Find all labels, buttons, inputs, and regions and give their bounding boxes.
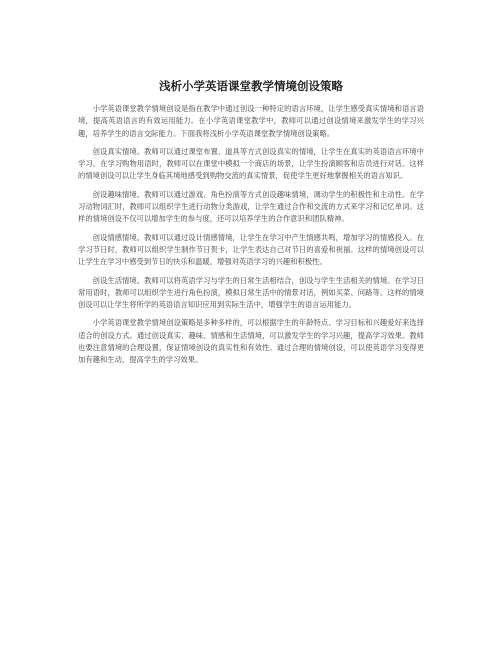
document-title: 浅析小学英语课堂教学情境创设策略 [159, 79, 343, 93]
document-body [78, 103, 424, 373]
paragraph-life-situation: 创设生活情境。教师可以将英语学习与学生的日常生活相结合，创设与学生生活相关的情境。在学习日常用语时，教师可以组织学生进行角色扮演，模拟日常生活中的情景对话，例如买菜、问路等。这样的情境创设可以让学生将所学的英语语言知识应用到实际生活中，增强学生的语言运用能力。 [78, 275, 424, 310]
paragraph-emotion-situation: 创设情感情境。教师可以通过设计情感情境，让学生在学习中产生情感共鸣，增加学习的情感投入。在学习节日时，教师可以组织学生制作节日贺卡，让学生表达自己对节日的喜爱和祝福。这样的情境创设可以让学生在学习中感受到节日的快乐和温暖，增强对英语学习的兴趣和积极性。 [78, 232, 424, 267]
paragraph-intro: 小学英语课堂教学情境创设是指在教学中通过创设一种特定的语言环境，让学生感受真实情境和语言语境，提高英语语言的有效运用能力。在小学英语课堂教学中，教师可以通过创设情境来激发学生的学习兴趣，培养学生的语言交际能力。下面我将浅析小学英语课堂教学情境创设策略。 [78, 104, 424, 138]
paragraph-fun-situation: 创设趣味情境。教师可以通过游戏、角色扮演等方式创设趣味情境，调动学生的积极性和主动性。在学习动物词汇时，教师可以组织学生进行动物分类游戏，让学生通过合作和交流的方式来学习和记忆单词。这样的情境创设不仅可以增加学生的参与度，还可以培养学生的合作意识和团队精神。 [78, 189, 424, 224]
paragraph-conclusion: 小学英语课堂教学情境创设策略是多种多样的，可以根据学生的年龄特点、学习目标和兴趣爱好来选择适合的创设方式。通过创设真实、趣味、情感和生活情境，可以激发学生的学习兴趣，提高学习效果。教师也要注意情境的合理设置，保证情境创设的真实性和有效性。通过合理的情境创设，可以使英语学习变得更加有趣和生动，提高学生的学习效果。 [78, 318, 424, 365]
paragraph-real-situation: 创设真实情境。教师可以通过课堂布置、道具等方式创设真实的情境，让学生在真实的英语语言环境中学习。在学习购物用语时，教师可以在课堂中模拟一个商店的场景，让学生扮演顾客和店员进行对话。这样的情境创设可以让学生身临其境地感受到购物交流的真实情景，促使学生更好地掌握相关的语言知识。 [78, 146, 424, 181]
